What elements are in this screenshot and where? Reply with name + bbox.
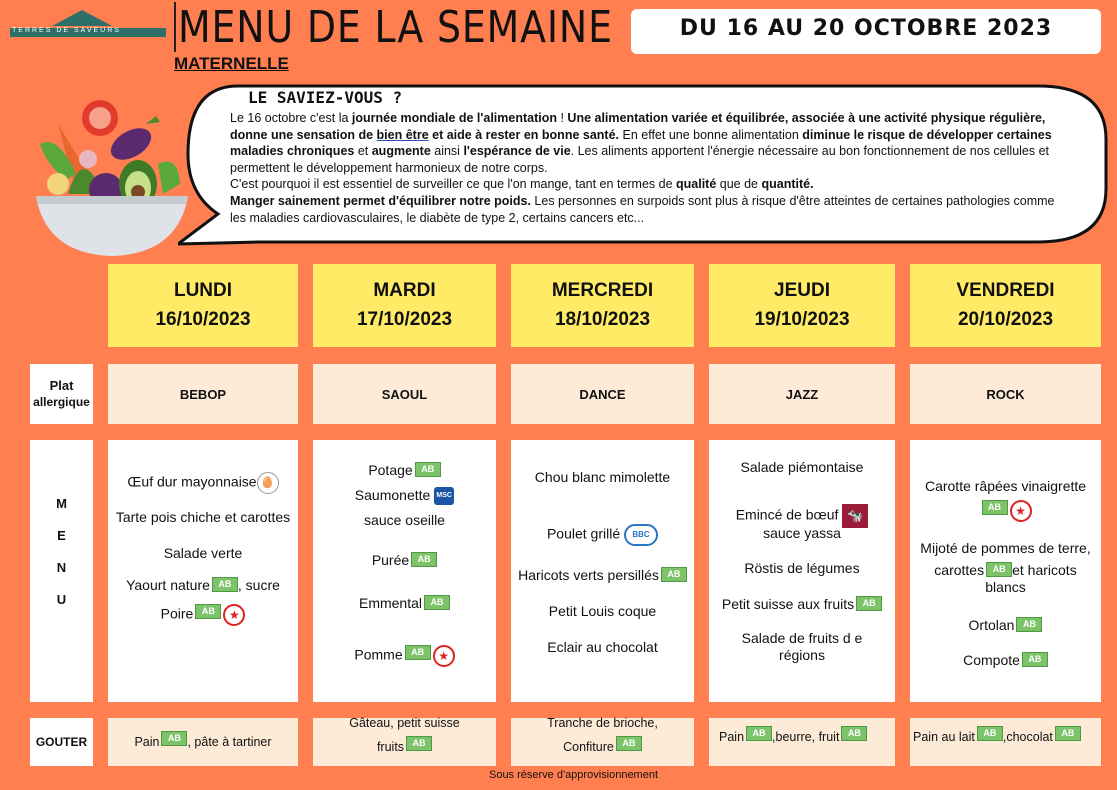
msc-label-icon: MSC [434,487,454,505]
gouter-item: Pain AB ,beurre, fruit AB [709,726,895,749]
allergic-mardi: SAOUL [313,364,496,424]
menu-item: Tarte pois chiche et carottes [115,509,291,525]
menu-item: Œuf dur mayonnaise 🥚 [108,472,298,494]
info-text [230,110,1065,226]
day-date: 20/10/2023 [957,309,1054,330]
egg-label-icon: 🥚 [257,472,279,494]
day-name: MERCREDI [551,280,654,301]
label-rouge-icon: ★ [1010,500,1032,522]
organic-ab-icon: AB [841,726,867,741]
gouter-vendredi [910,718,1101,766]
organic-ab-icon: AB [424,595,450,610]
label-rouge-icon: ★ [433,645,455,667]
organic-ab-icon: AB [161,731,187,746]
day-name: JEUDI [774,280,830,301]
day-date: 18/10/2023 [554,309,651,330]
header-divider [174,2,176,52]
menu-mardi [313,440,496,702]
info-title: LE SAVIEZ-VOUS ? [248,88,403,107]
organic-ab-icon: AB [405,645,431,660]
organic-ab-icon: AB [661,567,687,582]
gouter-item: Pain au lait AB ,chocolat AB [910,726,1101,749]
menu-item: Petit Louis coque [548,603,657,619]
organic-ab-icon: AB [212,577,238,592]
menu-item: Potage AB [313,462,496,478]
organic-ab-icon: AB [986,562,1012,577]
allergic-lundi: BEBOP [108,364,298,424]
menu-item: Emmental AB [313,595,496,611]
menu-item: Carotte râpées vinaigrette [924,478,1087,494]
menu-item: Purée AB [313,552,496,568]
page-title: MENU DE LA SEMAINE [178,2,613,53]
day-header-mardi [313,264,496,347]
page-subtitle: MATERNELLE [174,54,289,73]
menu-item: sauce oseille [364,512,445,528]
organic-ab-icon: AB [415,462,441,477]
footer-note: Sous réserve d'approvisionnement [488,769,659,781]
day-header-vendredi [910,264,1101,347]
gouter-item: Pain AB , pâte à tartiner [134,733,272,749]
menu-mercredi [511,440,694,702]
day-name: MARDI [373,280,436,301]
company-logo [6,6,166,42]
organic-ab-icon: AB [856,596,882,611]
day-name: LUNDI [173,280,233,301]
mountain-icon [52,10,112,26]
info-paragraph-3: Manger sainement permet d'équilibrer notre poids. Les personnes en surpoids sont plus à risque d'être atteintes de certaines pathologies comme les maladies cardiovasculaires, le diabète de type 2, certains cancers etc... [230,193,1055,225]
menu-letter: N [56,560,67,575]
label-gouter: GOUTER [30,718,93,766]
menu-item: carottes AB et haricots [934,562,1077,578]
menu-item: Compote AB [910,652,1101,668]
menu-item: Chou blanc mimolette [534,469,671,485]
menu-item: Röstis de légumes [744,560,860,576]
menu-lundi [108,440,298,702]
logo-text: TERRES DE SAVEURS [12,27,121,34]
organic-ab-icon: AB [411,552,437,567]
info-paragraph-1: Le 16 octobre c'est la journée mondiale de l'alimentation ! Une alimentation variée et équilibrée, associée à une activité physique régulière, donne une sensation de bien être et aide à rester en bonne santé. En effet une bonne alimentation diminue le risque de développer certaines maladies chroniques et augmente ainsi l'espérance de vie. Les aliments apportent l'énergie nécessaire au bon fonctionnement de nos cellules et permettent le développement harmonieux de notre corps. [230,111,1052,175]
organic-ab-icon: AB [746,726,772,741]
day-header-jeudi [709,264,895,347]
organic-ab-icon: AB [982,500,1008,515]
label-rouge-icon: ★ [223,604,245,626]
day-header-lundi [108,264,298,347]
allergic-jeudi: JAZZ [709,364,895,424]
menu-item: Mijoté de pommes de terre, [920,540,1091,556]
gouter-mardi [313,718,496,766]
day-name: VENDREDI [956,280,1055,301]
info-paragraph-2: C'est pourquoi il est essentiel de surveiller ce que l'on mange, tant en termes de qualité que de quantité. [230,177,814,192]
menu-item: régions [779,647,825,663]
organic-ab-icon: AB [1022,652,1048,667]
french-beef-icon: 🐄 [842,504,868,528]
gouter-mercredi [511,718,694,766]
menu-letter: U [56,592,67,607]
gouter-item: Confiture AB [511,736,694,759]
menu-item: Salade piémontaise [740,459,864,475]
organic-ab-icon: AB [195,604,221,619]
organic-ab-icon: AB [616,736,642,751]
organic-ab-icon: AB [1016,617,1042,632]
menu-item: Emincé de bœuf 🐄 [709,504,895,528]
menu-item: Salade verte [163,545,243,561]
gouter-item: Tranche de brioche, [547,716,658,730]
menu-item: Yaourt nature AB , sucre [126,577,280,593]
day-date: 17/10/2023 [356,309,453,330]
organic-ab-icon: AB [1055,726,1081,741]
menu-item: Haricots verts persillés AB [511,567,694,583]
label-plat: Plat [49,378,74,393]
menu-item: Pomme AB ★ [313,645,496,667]
gouter-item: Gâteau, petit suisse [349,716,460,730]
menu-item: Salade de fruits d e [741,630,863,646]
label-menu [30,440,93,702]
allergic-mercredi: DANCE [511,364,694,424]
menu-item: Eclair au chocolat [547,639,658,655]
gouter-jeudi [709,718,895,766]
week-dates: DU 16 AU 20 OCTOBRE 2023 [631,9,1101,54]
menu-item-badges [910,500,1101,522]
bleu-blanc-coeur-icon: BBC [624,524,658,546]
menu-letter: M [56,496,67,511]
allergic-vendredi: ROCK [910,364,1101,424]
menu-item: blancs [985,579,1026,595]
menu-item: Poire AB ★ [108,604,298,626]
organic-ab-icon: AB [406,736,432,751]
gouter-item: fruits AB [313,736,496,759]
menu-item: Poulet grillé BBC [511,524,694,546]
day-header-mercredi [511,264,694,347]
menu-item: sauce yassa [763,525,841,541]
label-allergique: allergique [33,395,90,409]
menu-item: Ortolan AB [910,617,1101,633]
organic-ab-icon: AB [977,726,1003,741]
label-plat-allergique [30,364,93,424]
menu-jeudi [709,440,895,702]
day-date: 16/10/2023 [155,309,251,330]
menu-item: Petit suisse aux fruits AB [709,596,895,612]
gouter-lundi [108,718,298,766]
menu-vendredi [910,440,1101,702]
menu-letter: E [57,528,66,543]
day-date: 19/10/2023 [754,309,850,330]
salad-bowl-icon [28,84,198,269]
menu-item: Saumonette MSC [313,487,496,505]
